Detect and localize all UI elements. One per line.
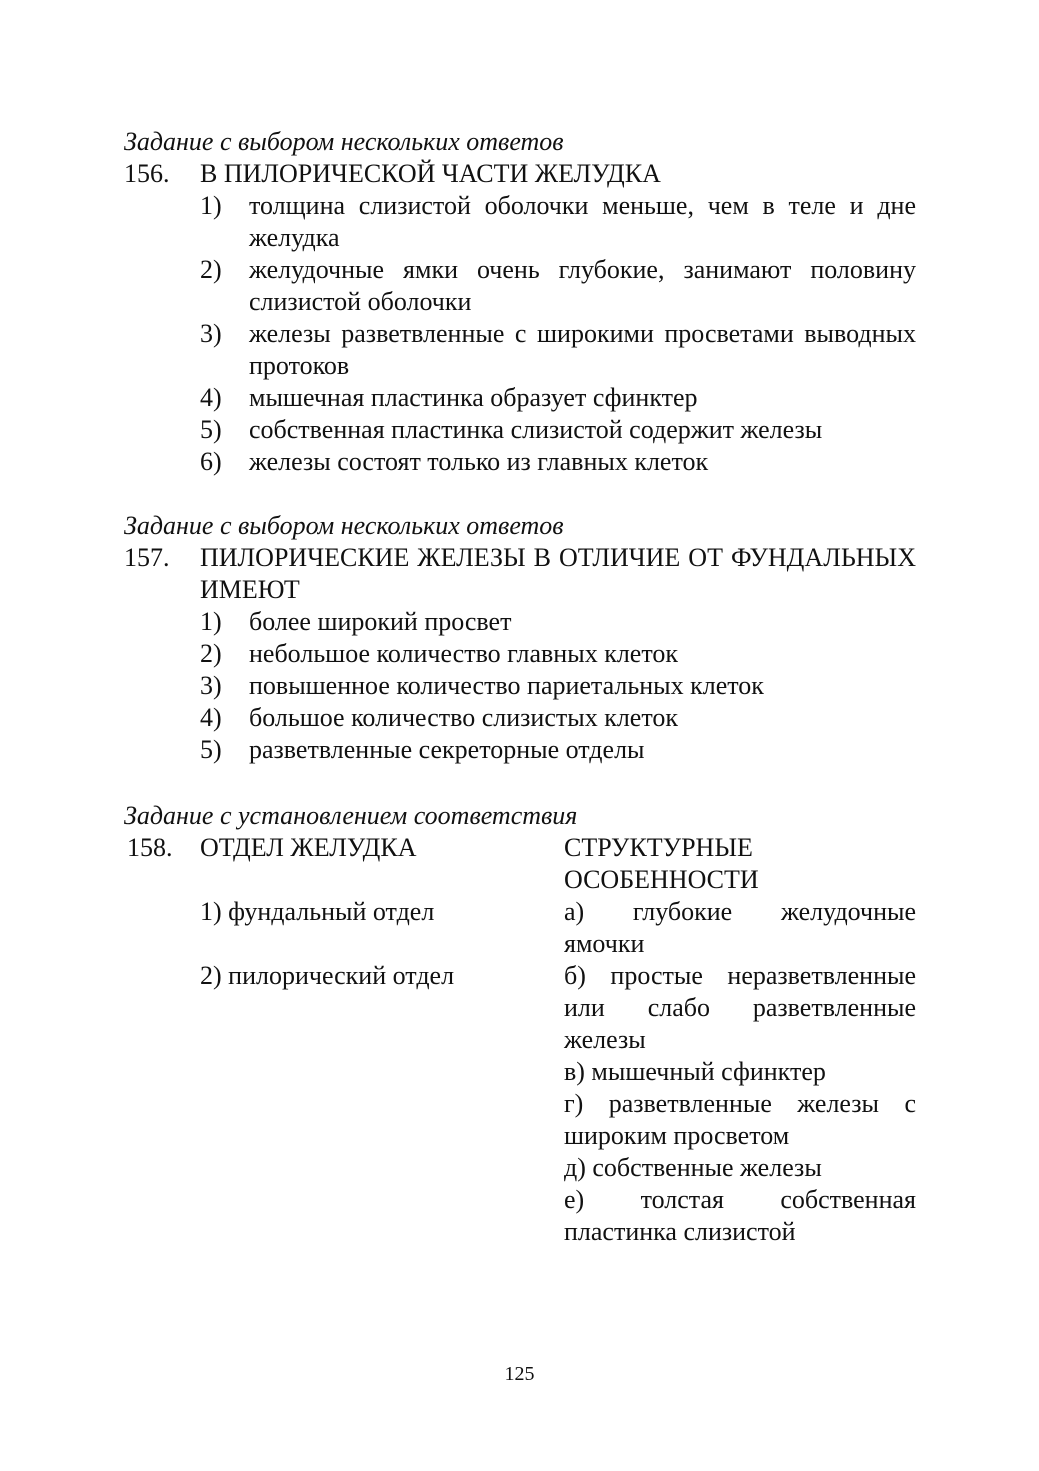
option-number: 6): [200, 447, 222, 476]
question-text: В ПИЛОРИЧЕСКОЙ ЧАСТИ ЖЕЛУДКА: [200, 159, 661, 188]
answer-option: [200, 446, 916, 478]
task-type-label: Задание с выбором нескольких ответов: [124, 127, 564, 156]
right-item: е) толстая собственная пластинка слизистой: [564, 1185, 916, 1246]
option-number: 5): [200, 735, 222, 764]
left-column-header: ОТДЕЛ ЖЕЛУДКА: [200, 833, 417, 862]
option-number: 2): [200, 255, 222, 284]
answer-option: [200, 254, 916, 318]
left-item: 2) пилорический отдел: [200, 961, 455, 990]
right-item: д) собственные железы: [564, 1153, 822, 1182]
matching-table: [124, 832, 916, 1252]
right-item: а) глубокие желудочные ямочки: [564, 897, 916, 958]
option-text: более широкий просвет: [249, 607, 512, 636]
option-text: железы разветвленные с широкими просветами выводных протоков: [249, 319, 916, 380]
option-text: собственная пластинка слизистой содержит железы: [249, 415, 823, 444]
option-text: желудочные ямки очень глубокие, занимают половину слизистой оболочки: [249, 255, 916, 316]
answer-option: [200, 734, 916, 766]
question-text: ПИЛОРИЧЕСКИЕ ЖЕЛЕЗЫ В ОТЛИЧИЕ ОТ ФУНДАЛЬНЫХ ИМЕЮТ: [200, 543, 916, 604]
task-type-label: Задание с выбором нескольких ответов: [124, 511, 564, 540]
option-text: толщина слизистой оболочки меньше, чем в теле и дне желудка: [249, 191, 916, 252]
option-number: 5): [200, 415, 222, 444]
task-158: [124, 800, 916, 1252]
option-number: 3): [200, 319, 222, 348]
right-item: б) простые неразветвленные или слабо разветвленные железы: [564, 961, 916, 1054]
option-text: небольшое количество главных клеток: [249, 639, 678, 668]
right-column-header: СТРУКТУРНЫЕ ОСОБЕННОСТИ: [564, 833, 759, 894]
answer-option: [200, 702, 916, 734]
right-item: в) мышечный сфинктер: [564, 1057, 826, 1086]
left-item: 1) фундальный отдел: [200, 897, 435, 926]
option-text: железы состоят только из главных клеток: [249, 447, 709, 476]
answer-option: [200, 318, 916, 382]
right-item: г) разветвленные железы с широким просветом: [564, 1089, 916, 1150]
option-text: повышенное количество париетальных клеток: [249, 671, 764, 700]
option-number: 1): [200, 191, 222, 220]
task-type-label: Задание с установлением соответствия: [124, 801, 578, 830]
page-number: 125: [504, 1363, 535, 1385]
answer-option: [200, 190, 916, 254]
question-stem: [124, 158, 916, 190]
answer-option: [200, 638, 916, 670]
question-number: 158.: [127, 833, 173, 862]
answer-options: [124, 190, 916, 478]
question-number: 156.: [124, 159, 170, 188]
answer-option: [200, 382, 916, 414]
answer-option: [200, 606, 916, 638]
option-number: 4): [200, 703, 222, 732]
answer-option: [200, 670, 916, 702]
task-156: [124, 126, 916, 478]
option-number: 1): [200, 607, 222, 636]
question-number: 157.: [124, 543, 170, 572]
option-text: разветвленные секреторные отделы: [249, 735, 645, 764]
answer-option: [200, 414, 916, 446]
option-number: 4): [200, 383, 222, 412]
option-number: 2): [200, 639, 222, 668]
task-157: [124, 510, 916, 766]
option-text: большое количество слизистых клеток: [249, 703, 678, 732]
option-text: мышечная пластинка образует сфинктер: [249, 383, 698, 412]
option-number: 3): [200, 671, 222, 700]
answer-options: [124, 606, 916, 766]
question-stem: [124, 542, 916, 606]
